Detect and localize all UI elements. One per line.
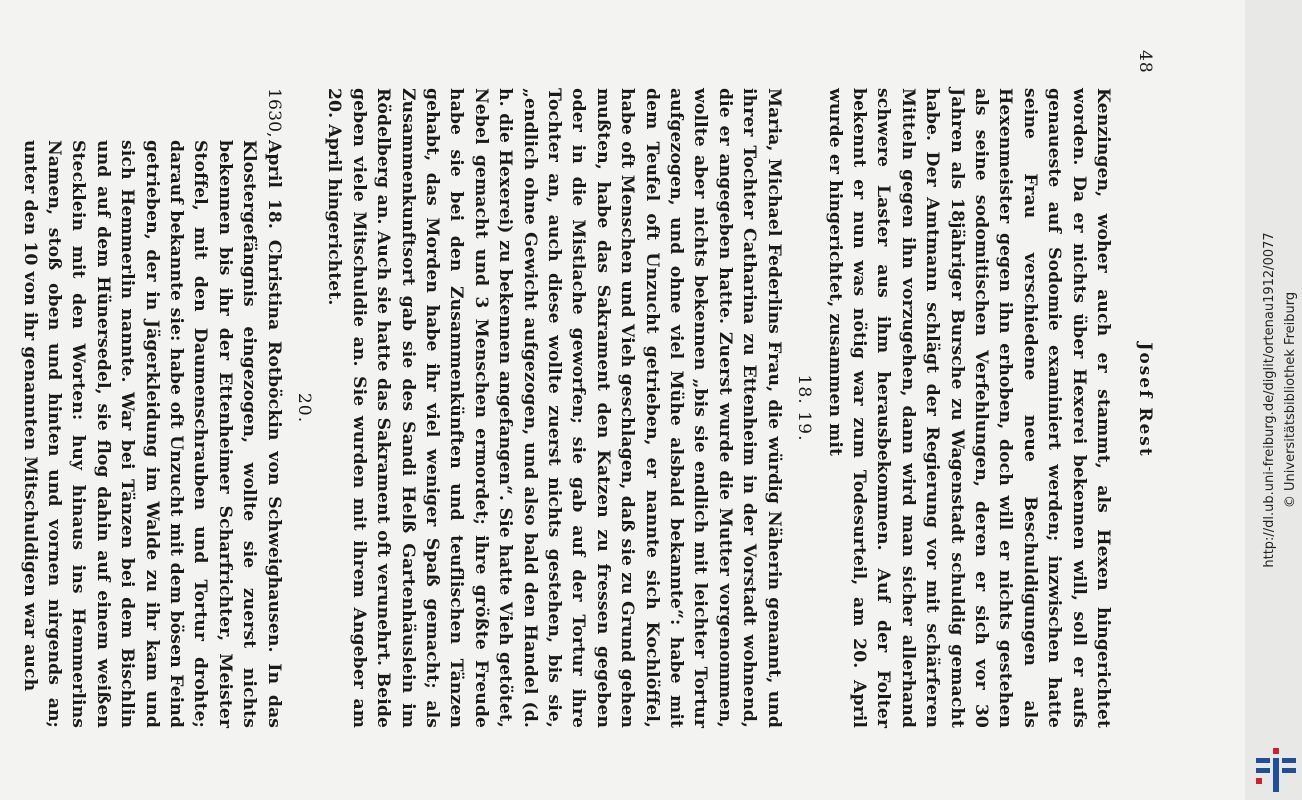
logo-red-mark-side [1256, 778, 1262, 784]
copyright-notice: © Universitätsbibliothek Freiburg [1283, 291, 1298, 509]
logo-blue-bar-4 [1282, 768, 1296, 773]
logo-blue-bar-3 [1256, 768, 1270, 773]
logo-red-mark-top [1273, 748, 1279, 754]
entry-year: 1630, [263, 88, 284, 138]
page-number: 48 [1135, 50, 1155, 74]
paragraph-1: Kenzingen, woher auch er stammt, als Hexen hingerichtet worden. Da er nichts über Hexerei bekennen will, soll er aufs genaueste auf Sodomie examiniert werden; inzwischen hatte seine Frau verschiedene neue Beschuldigungen als Hexenmeister gegen ihn erhoben, doch will er nichts gestehen als seine sodomitischen Verfehlungen, deren er sich vor 30 Jahren als 18jähriger Bursche zu Wagenstadt schuldig gemacht habe. Der Amtmann schlägt der Regierung vor mit schärferen Mitteln gegen ihn vorzugehen, dann wird man sicher allerhand schwere Laster aus ihm herausbekommen. Auf der Folter bekennt er nun was nötig war zum Todesurteil, am 20. April wurde er hingerichtet, zusammen mit [824, 88, 1113, 728]
logo-blue-stem [1273, 758, 1279, 792]
logo-blue-bar-2 [1282, 758, 1296, 763]
library-logo-icon [1256, 748, 1296, 792]
dated-entry [17, 88, 285, 728]
body-text [17, 88, 1115, 728]
paragraph-3: April 18. Christina Rotböckin von Schweighausen. In das Klostergefängnis eingezogen, wollte sie zuerst nichts bekennen bis ihr der Ettenheimer Scharfrichter, Meister Stoffel, mit den Daumenschrauben und Tortur drohte; darauf bekannte sie: habe oft Unzucht mit dem bösen Feind getrieben, der in Jägerkleidung im Walde zu ihr kam und sich Hemmerlin nannte. War bei Tänzen bei dem Bischlin und auf dem Hünersedel, sie flog dahin auf einem weißen Stecklein mit den Worten: huy hinaus ins Hemmerlins Namen, stoß oben und hinten und vornen nirgends an; unter den 10 von ihr genannten Mitschuldigen war auch [19, 140, 284, 728]
section-heading-20: 20. [294, 392, 314, 424]
paragraph-2: Maria, Michael Federlins Frau, die würdig Näherin genannt, und ihrer Tochter Catharina zu Ettenheim in der Vorstadt wohnend, die er angegeben hatte. Zuerst wurde die Mutter vorgenommen, wollte aber nichts bekennen „bis sie endlich mit leichter Tortur aufgezogen, und ohne viel Mühe alsbald bekannte“: habe mit dem Teufel oft Unzucht getrieben, er nannte sich Kochlöffel, habe oft Menschen und Vieh geschlagen, daß sie zu Grund gehen mußten, habe das Sakrament den Katzen zu fressen gegeben oder in die Mistlache geworfen; sie gab auf der Tortur ihre Tochter an, auch diese wollte zuerst nichts gestehen, bis sie, „endlich ohne Gewicht aufgezogen, und also bald den Handel (d. h. die Hexerei) zu bekennen angefangen“. Sie hatte Vieh getötet, Nebel gemacht und 3 Menschen ermordet; ihre größte Freude habe sie bei den Zusammenkünften und teuflischen Tänzen gehabt, das Morden habe ihr viel weniger Spaß gemacht; als Zusammenkunftsort gab sie des Sandi Helß Gartenhäuslein im Rödelberg an. Auch sie hatte das Sakrament oft verunehrt. Beide geben viele Mitschuldie an. Sie wurden mit ihrem Angeber am 20. April hingerichtet. [324, 88, 784, 728]
page-header [1125, 30, 1155, 770]
section-heading-18-19: 18. 19. [794, 374, 815, 442]
running-head-author: Josef Rest [1135, 342, 1155, 458]
logo-blue-bar-1 [1256, 758, 1270, 763]
source-url-link[interactable]: http://dl.ub.uni-freiburg.de/diglit/ortenau1912/0077 [1262, 232, 1277, 568]
